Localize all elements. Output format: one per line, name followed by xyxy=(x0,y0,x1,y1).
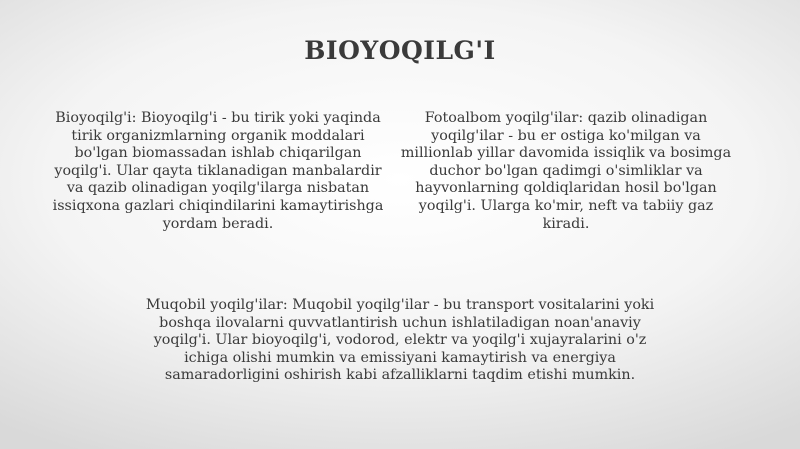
fossil-fuel-paragraph: Fotoalbom yoqilg'ilar: qazib olinadigan yoqilg'ilar - bu er ostiga ko'milgan va millionlab yillar davomida issiqlik va bosimga duchor bo'lgan qadimgi o'simliklar va hayvonlarning qoldiqlaridan hosil bo'lgan yoqilg'i. Ularga ko'mir, neft va tabiiy gaz kiradi. xyxy=(400,110,732,232)
alternative-fuel-paragraph: Muqobil yoqilg'ilar: Muqobil yoqilg'ilar - bu transport vositalarini yoki boshqa ilovalarni quvvatlantirish uchun ishlatiladigan noan'anaviy yoqilg'i. Ular bioyoqilg'i, vodorod, elektr va yoqilg'i xujayralarini o'z ichiga olishi mumkin va emissiyani kamaytirish va energiya samaradorligini oshirish kabi afzalliklarni taqdim etishi mumkin. xyxy=(145,297,655,384)
slide-title: BIOYOQILG'I xyxy=(304,36,496,65)
biofuel-paragraph: Bioyoqilg'i: Bioyoqilg'i - bu tirik yoki yaqinda tirik organizmlarning organik moddalari bo'lgan biomassadan ishlab chiqarilgan yoqilg'i. Ular qayta tiklanadigan manbalardir va qazib olinadigan yoqilg'ilarga nisbatan issiqxona gazlari chiqindilarini kamaytirishga yordam beradi. xyxy=(52,110,384,232)
